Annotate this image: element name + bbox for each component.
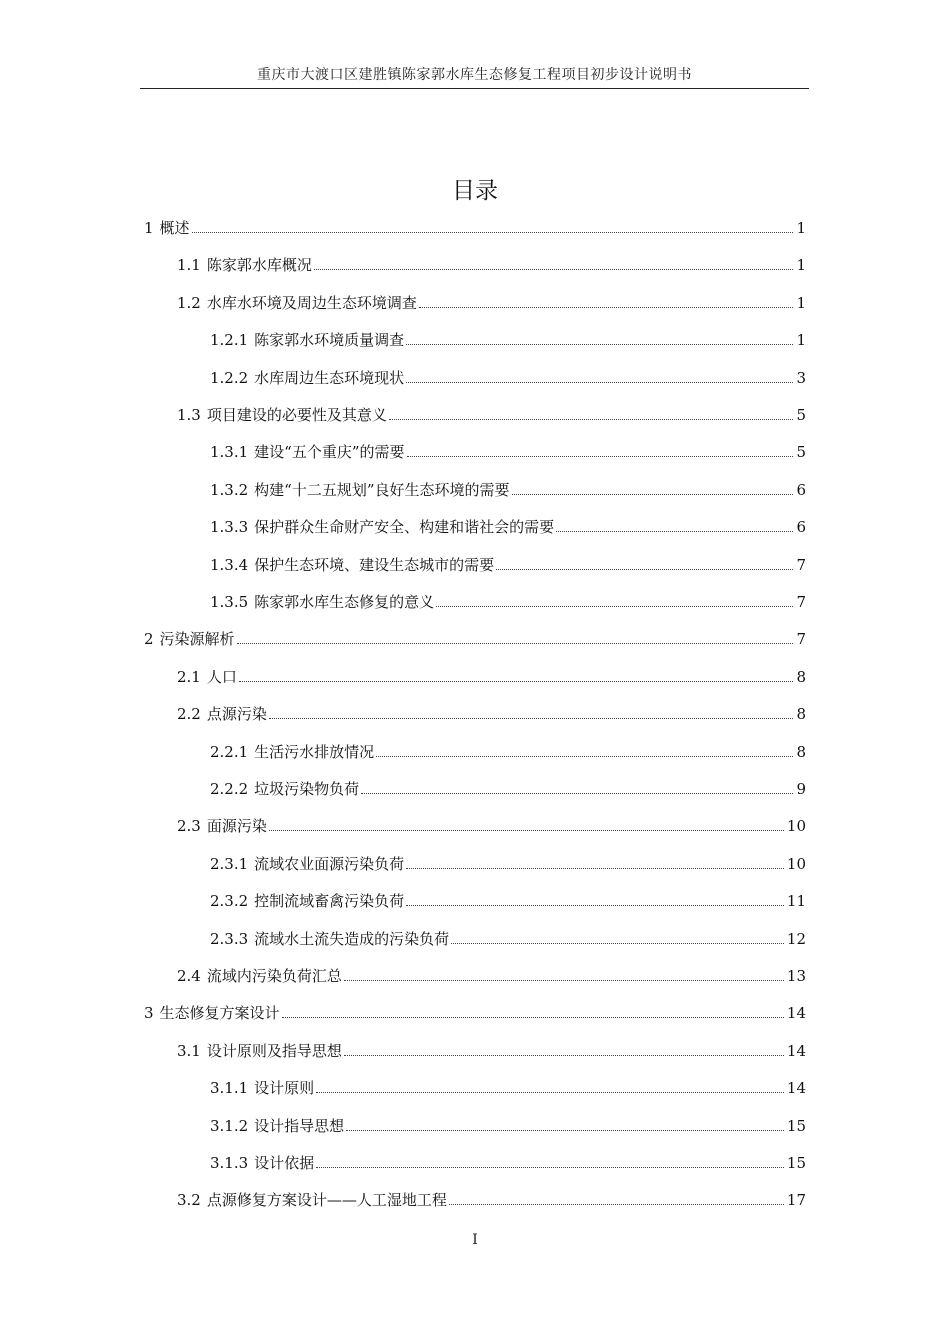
toc-entry-number: 3.1.1: [210, 1079, 249, 1098]
toc-entry-number: 2.4: [177, 967, 201, 985]
toc-entry-page: 6: [796, 518, 806, 537]
page-number: I: [472, 1232, 478, 1248]
toc-dot-leader: [406, 382, 793, 383]
toc-entry[interactable]: [144, 1001, 806, 1023]
toc-dot-leader: [192, 232, 794, 233]
toc-entry[interactable]: [210, 852, 806, 874]
toc-dot-leader: [314, 269, 794, 270]
toc-entry-page: 14: [786, 1041, 806, 1060]
toc-entry[interactable]: [210, 1151, 806, 1173]
toc-entry-label: 陈家郭水环境质量调查: [254, 331, 405, 350]
toc-dot-leader: [344, 980, 784, 981]
toc-entry[interactable]: [210, 740, 806, 762]
toc-entry-number: 2.3: [177, 817, 201, 836]
toc-entry-label: 污染源解析: [159, 630, 235, 649]
toc-entry-label: 设计依据: [254, 1154, 315, 1172]
toc-entry-number: 2.2.1: [210, 742, 249, 761]
toc-entry[interactable]: [177, 1039, 806, 1061]
toc-entry-page: 15: [786, 1154, 806, 1172]
toc-dot-leader: [389, 419, 794, 420]
toc-entry-number: 1: [144, 219, 154, 237]
toc-dot-leader: [449, 1204, 784, 1205]
toc-entry[interactable]: [210, 927, 806, 949]
toc-entry-label: 水库水环境及周边生态环境调查: [206, 293, 417, 312]
toc-entry-number: 3.2: [177, 1191, 201, 1210]
toc-entry-label: 点源修复方案设计——人工湿地工程: [206, 1191, 447, 1210]
toc-entry-label: 项目建设的必要性及其意义: [206, 406, 387, 424]
toc-entry-label: 陈家郭水库生态修复的意义: [254, 593, 435, 611]
toc-entry-number: 2: [144, 630, 154, 649]
toc-entry-number: 1.3: [177, 406, 201, 424]
toc-entry[interactable]: [177, 1188, 806, 1210]
toc-entry-number: 1.2.1: [210, 331, 249, 350]
toc-dot-leader: [556, 531, 793, 532]
toc-dot-leader: [406, 868, 784, 869]
toc-dot-leader: [346, 1130, 784, 1131]
toc-entry-page: 6: [796, 480, 806, 499]
toc-entry-number: 2.2.2: [210, 780, 249, 798]
toc-entry-page: 7: [796, 630, 806, 649]
toc-entry-label: 保护生态环境、建设生态城市的需要: [254, 555, 495, 574]
toc-entry-label: 设计原则及指导思想: [206, 1041, 342, 1060]
toc-dot-leader: [436, 606, 793, 607]
toc-dot-leader: [406, 344, 793, 345]
toc-entry-label: 人口: [206, 667, 237, 686]
toc-dot-leader: [496, 569, 793, 570]
toc-entry[interactable]: [210, 1114, 806, 1136]
toc-entry-label: 控制流域畜禽污染负荷: [254, 892, 405, 911]
toc-dot-leader: [269, 830, 784, 831]
toc-dot-leader: [237, 643, 794, 644]
toc-entry[interactable]: [177, 964, 806, 986]
toc-entry[interactable]: [177, 253, 806, 275]
toc-entry-number: 1.3.4: [210, 555, 249, 574]
toc-entry[interactable]: [210, 553, 806, 575]
toc-entry[interactable]: [177, 291, 806, 313]
toc-dot-leader: [316, 1167, 784, 1168]
toc-dot-leader: [406, 905, 784, 906]
toc-dot-leader: [407, 456, 794, 457]
toc-entry-page: 9: [796, 780, 806, 798]
toc-entry-label: 水库周边生态环境现状: [254, 368, 405, 387]
toc-entry-page: 3: [796, 368, 806, 387]
toc-entry-label: 流域水土流失造成的污染负荷: [254, 929, 450, 948]
toc-entry[interactable]: [210, 1076, 806, 1098]
toc-dot-leader: [512, 494, 794, 495]
toc-entry-number: 2.3.1: [210, 854, 249, 873]
toc-dot-leader: [376, 756, 793, 757]
toc-entry-page: 11: [786, 892, 806, 911]
toc-entry-label: 构建“十二五规划”良好生态环境的需要: [254, 480, 510, 499]
toc-entry-number: 2.3.3: [210, 929, 249, 948]
header-rule: [140, 88, 809, 89]
toc-entry-number: 3.1: [177, 1041, 201, 1060]
toc-entry-label: 流域农业面源污染负荷: [254, 854, 405, 873]
toc-entry-label: 点源污染: [206, 705, 267, 724]
toc-dot-leader: [419, 307, 794, 308]
toc-entry[interactable]: [144, 627, 806, 649]
toc-entry-page: 10: [786, 817, 806, 836]
toc-entry[interactable]: [144, 216, 806, 238]
toc-entry-label: 生态修复方案设计: [159, 1004, 280, 1023]
toc-dot-leader: [451, 943, 784, 944]
toc-entry-page: 1: [796, 219, 806, 237]
toc-entry[interactable]: [177, 403, 806, 425]
toc-entry-page: 8: [796, 742, 806, 761]
toc-title: 目录: [452, 178, 498, 204]
toc-entry-page: 14: [786, 1079, 806, 1098]
toc-entry[interactable]: [177, 665, 806, 687]
toc-dot-leader: [316, 1092, 784, 1093]
toc-entry-label: 设计指导思想: [254, 1116, 345, 1135]
toc-entry-number: 1.3.1: [210, 443, 249, 462]
toc-entry-page: 8: [796, 705, 806, 724]
toc-entry[interactable]: [210, 478, 806, 500]
toc-entry-number: 1.2: [177, 293, 201, 312]
toc-entry-label: 设计原则: [254, 1079, 315, 1098]
toc-entry-label: 概述: [159, 219, 190, 237]
toc-entry-number: 3.1.3: [210, 1154, 249, 1172]
toc-entry-label: 建设“五个重庆”的需要: [254, 443, 405, 462]
toc-entry-page: 1: [796, 293, 806, 312]
toc-entry-page: 12: [786, 929, 806, 948]
toc-entry-number: 1.3.3: [210, 518, 249, 537]
toc-entry-number: 1.1: [177, 256, 201, 275]
toc-entry-page: 1: [796, 256, 806, 275]
toc-entry-page: 1: [796, 331, 806, 350]
toc-entry-label: 生活污水排放情况: [254, 742, 375, 761]
toc-entry-number: 3.1.2: [210, 1116, 249, 1135]
toc-dot-leader: [269, 718, 794, 719]
toc-entry[interactable]: [210, 515, 806, 537]
toc-entry-number: 1.3.2: [210, 480, 249, 499]
toc-entry[interactable]: [177, 814, 806, 836]
toc-entry-page: 7: [796, 593, 806, 611]
toc-entry[interactable]: [210, 777, 806, 799]
toc-dot-leader: [344, 1055, 784, 1056]
toc-entry[interactable]: [210, 328, 806, 350]
toc-entry[interactable]: [177, 702, 806, 724]
toc-entry-number: 1.2.2: [210, 368, 249, 387]
toc-entry-number: 3: [144, 1004, 154, 1023]
toc-entry[interactable]: [210, 590, 806, 612]
toc-entry-page: 8: [796, 667, 806, 686]
toc-entry-label: 陈家郭水库概况: [206, 256, 312, 275]
toc-entry[interactable]: [210, 366, 806, 388]
toc-entry-number: 1.3.5: [210, 593, 249, 611]
toc-dot-leader: [239, 681, 794, 682]
toc-entry-number: 2.3.2: [210, 892, 249, 911]
toc-entry-page: 5: [796, 406, 806, 424]
toc-entry-page: 14: [786, 1004, 806, 1023]
toc-entry-label: 流域内污染负荷汇总: [206, 967, 342, 985]
toc-dot-leader: [282, 1017, 784, 1018]
running-header: 重庆市大渡口区建胜镇陈家郭水库生态修复工程项目初步设计说明书: [257, 67, 692, 83]
toc-entry-page: 10: [786, 854, 806, 873]
toc-entry[interactable]: [210, 889, 806, 911]
toc-entry-label: 垃圾污染物负荷: [254, 780, 360, 798]
toc-entry-label: 保护群众生命财产安全、构建和谐社会的需要: [254, 518, 555, 537]
toc-entry-page: 5: [796, 443, 806, 462]
toc-entry-number: 2.2: [177, 705, 201, 724]
toc-entry-page: 13: [786, 967, 806, 985]
toc-dot-leader: [361, 793, 793, 794]
toc-entry-number: 2.1: [177, 667, 201, 686]
toc-entry[interactable]: [210, 440, 806, 462]
toc-entry-page: 7: [796, 555, 806, 574]
toc-entry-page: 17: [786, 1191, 806, 1210]
toc-entry-page: 15: [786, 1116, 806, 1135]
toc-entry-label: 面源污染: [206, 817, 267, 836]
